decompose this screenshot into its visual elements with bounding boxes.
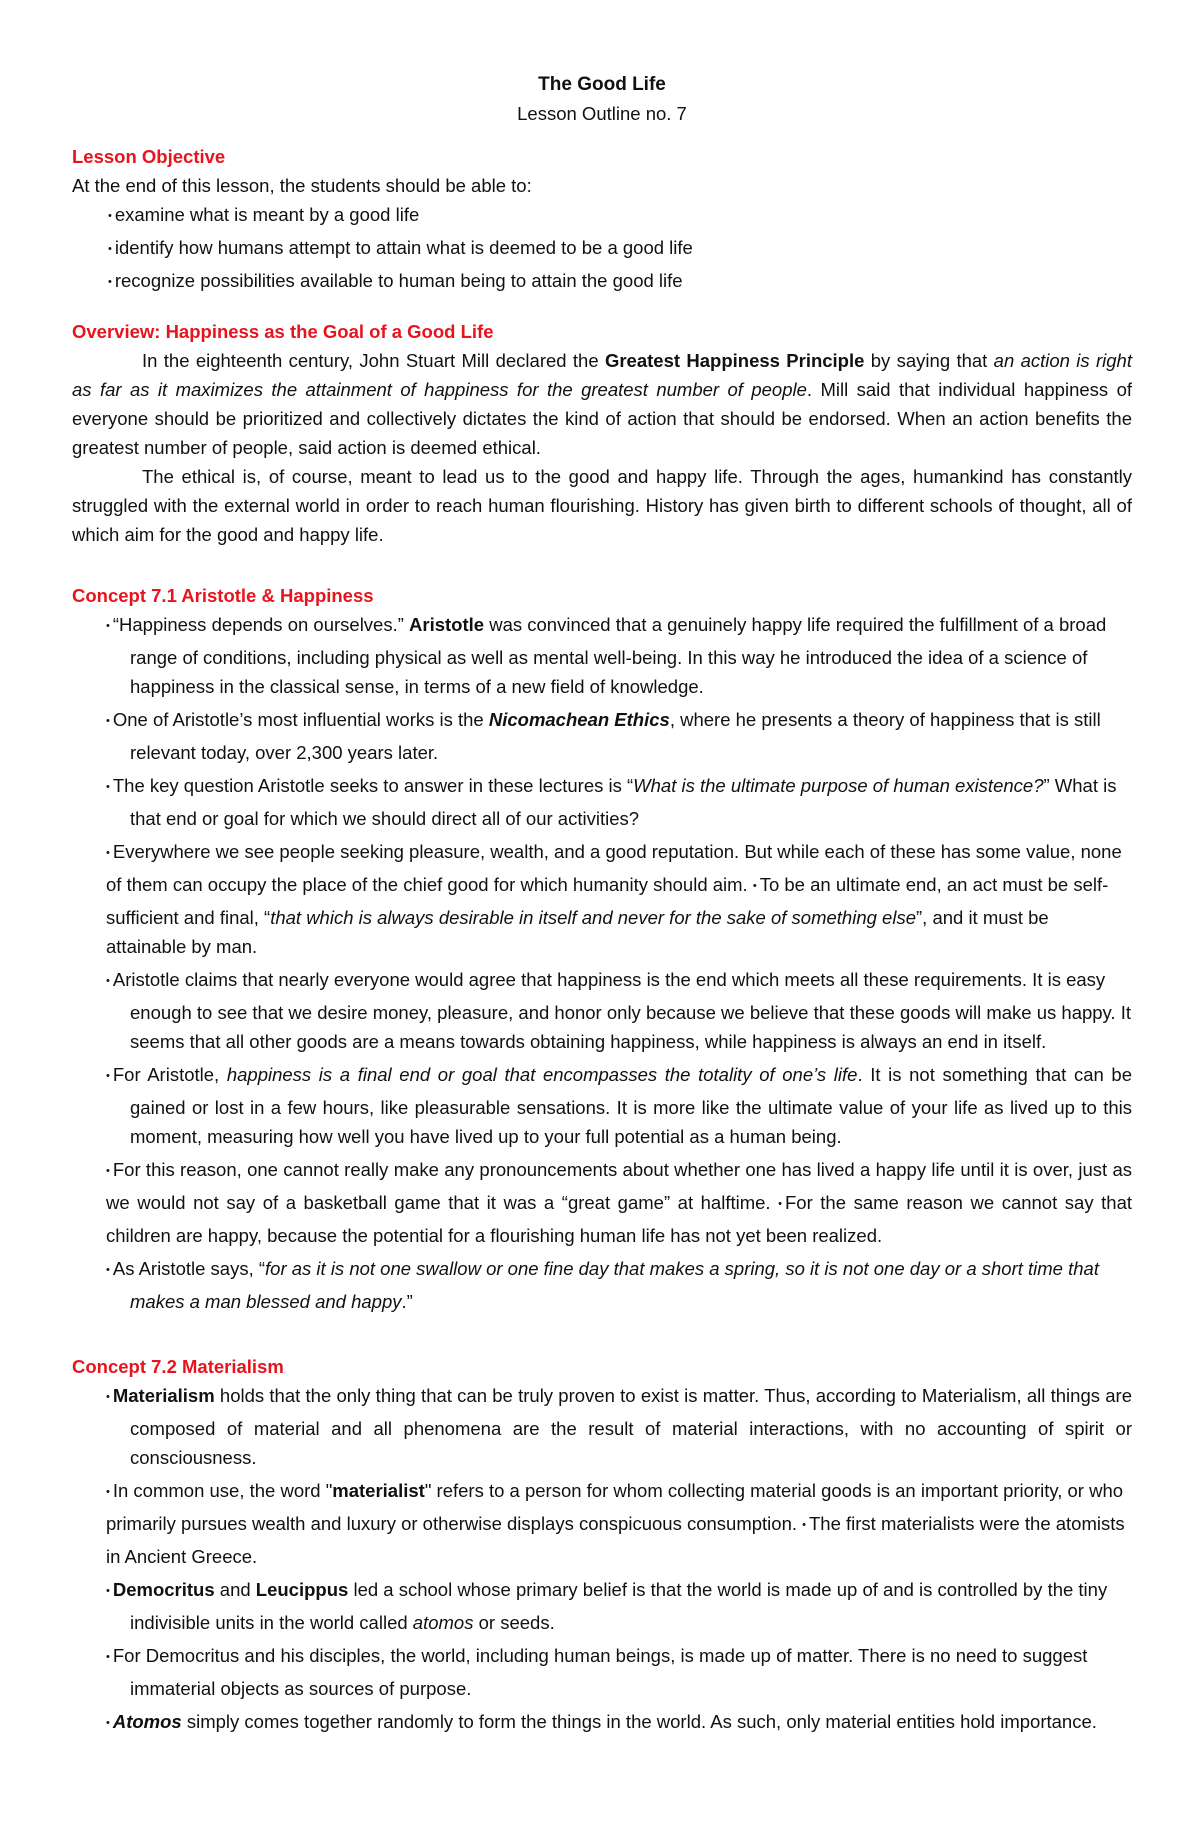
concept-7-2-item: • Atomos simply comes together randomly to form the things in the world. As such, only material entities hold importance. <box>72 1707 1132 1740</box>
objective-item: • identify how humans attempt to attain what is deemed to be a good life <box>72 233 1132 266</box>
concept-7-1-item: • “Happiness depends on ourselves.” Aristotle was convinced that a genuinely happy life required the fulfillment of a broad range of conditions, including physical as well as mental well-being. In this way he introduced the idea of a science of happiness in the classical sense, in terms of a new field of knowledge. <box>72 610 1132 701</box>
concept-7-2-item: • Democritus and Leucippus led a school whose primary belief is that the world is made up of and is controlled by the tiny indivisible units in the world called atomos or seeds. <box>72 1575 1132 1637</box>
concept-7-2-item: • In common use, the word "materialist" refers to a person for whom collecting material goods is an important priority, or who primarily pursues wealth and luxury or otherwise displays conspicuous consumption. • The first materialists were the atomists in Ancient Greece. <box>72 1476 1132 1571</box>
concept-7-1-item: • Aristotle claims that nearly everyone would agree that happiness is the end which meets all these requirements. It is easy enough to see that we desire money, pleasure, and honor only because we believe that these goods will make us happy. It seems that all other goods are a means towards obtaining happiness, while happiness is always an end in itself. <box>72 965 1132 1056</box>
concept-7-1-heading: Concept 7.1 Aristotle & Happiness <box>72 585 374 606</box>
document-title: The Good Life <box>538 74 666 95</box>
concept-7-1-item: • For Aristotle, happiness is a final end or goal that encompasses the totality of one’s life. It is not something that can be gained or lost in a few hours, like pleasurable sensations. It is more like the ultimate value of your life as lived up to this moment, measuring how well you have lived up to your full potential as a human being. <box>72 1060 1132 1151</box>
concept-7-1-item: • One of Aristotle’s most influential works is the Nicomachean Ethics, where he presents a theory of happiness that is still relevant today, over 2,300 years later. <box>72 705 1132 767</box>
concept-7-1-item: • For this reason, one cannot really make any pronouncements about whether one has lived a happy life until it is over, just as we would not say of a basketball game that it was a “great game” at halftime. • For the same reason we cannot say that children are happy, because the potential for a flourishing human life has not yet been realized. <box>72 1155 1132 1250</box>
overview-section <box>72 317 1132 549</box>
concept-7-2-item: • Materialism holds that the only thing that can be truly proven to exist is matter. Thus, according to Materialism, all things are composed of material and all phenomena are the result of material interactions, with no accounting of spirit or consciousness. <box>72 1381 1132 1472</box>
overview-paragraph-1: In the eighteenth century, John Stuart Mill declared the Greatest Happiness Principle by saying that an action is right as far as it maximizes the attainment of happiness for the greatest number of people. Mill said that individual happiness of everyone should be prioritized and collectively dictates the kind of action that should be endorsed. When an action benefits the greatest number of people, said action is deemed ethical. <box>72 350 1133 458</box>
concept-7-2-section <box>72 1352 1132 1740</box>
objective-item: • examine what is meant by a good life <box>72 200 1132 233</box>
lesson-objective-heading: Lesson Objective <box>72 146 226 167</box>
concept-7-1-item: • As Aristotle says, “for as it is not one swallow or one fine day that makes a spring, so it is not one day or a short time that makes a man blessed and happy.” <box>72 1254 1132 1316</box>
overview-heading: Overview: Happiness as the Goal of a Good Life <box>72 321 494 342</box>
concept-7-1-section <box>72 581 1132 1316</box>
concept-7-1-item: • Everywhere we see people seeking pleasure, wealth, and a good reputation. But while each of these has some value, none of them can occupy the place of the chief good for which humanity should aim. • To be an ultimate end, an act must be self-sufficient and final, “that which is always desirable in itself and never for the sake of something else”, and it must be attainable by man. <box>72 837 1132 961</box>
overview-paragraph-2: The ethical is, of course, meant to lead us to the good and happy life. Through the ages, humankind has constantly struggled with the external world in order to reach human flourishing. History has given birth to different schools of thought, all of which aim for the good and happy life. <box>72 466 1132 545</box>
concept-7-2-heading: Concept 7.2 Materialism <box>72 1356 284 1377</box>
lesson-objective-section <box>72 142 1132 299</box>
document-subtitle: Lesson Outline no. 7 <box>517 103 687 124</box>
concept-7-1-item: • The key question Aristotle seeks to answer in these lectures is “What is the ultimate purpose of human existence?” What is that end or goal for which we should direct all of our activities? <box>72 771 1132 833</box>
objective-item: • recognize possibilities available to human being to attain the good life <box>72 266 1132 299</box>
objective-intro: At the end of this lesson, the students should be able to: <box>72 175 532 196</box>
concept-7-2-item: • For Democritus and his disciples, the world, including human beings, is made up of matter. There is no need to suggest immaterial objects as sources of purpose. <box>72 1641 1132 1703</box>
